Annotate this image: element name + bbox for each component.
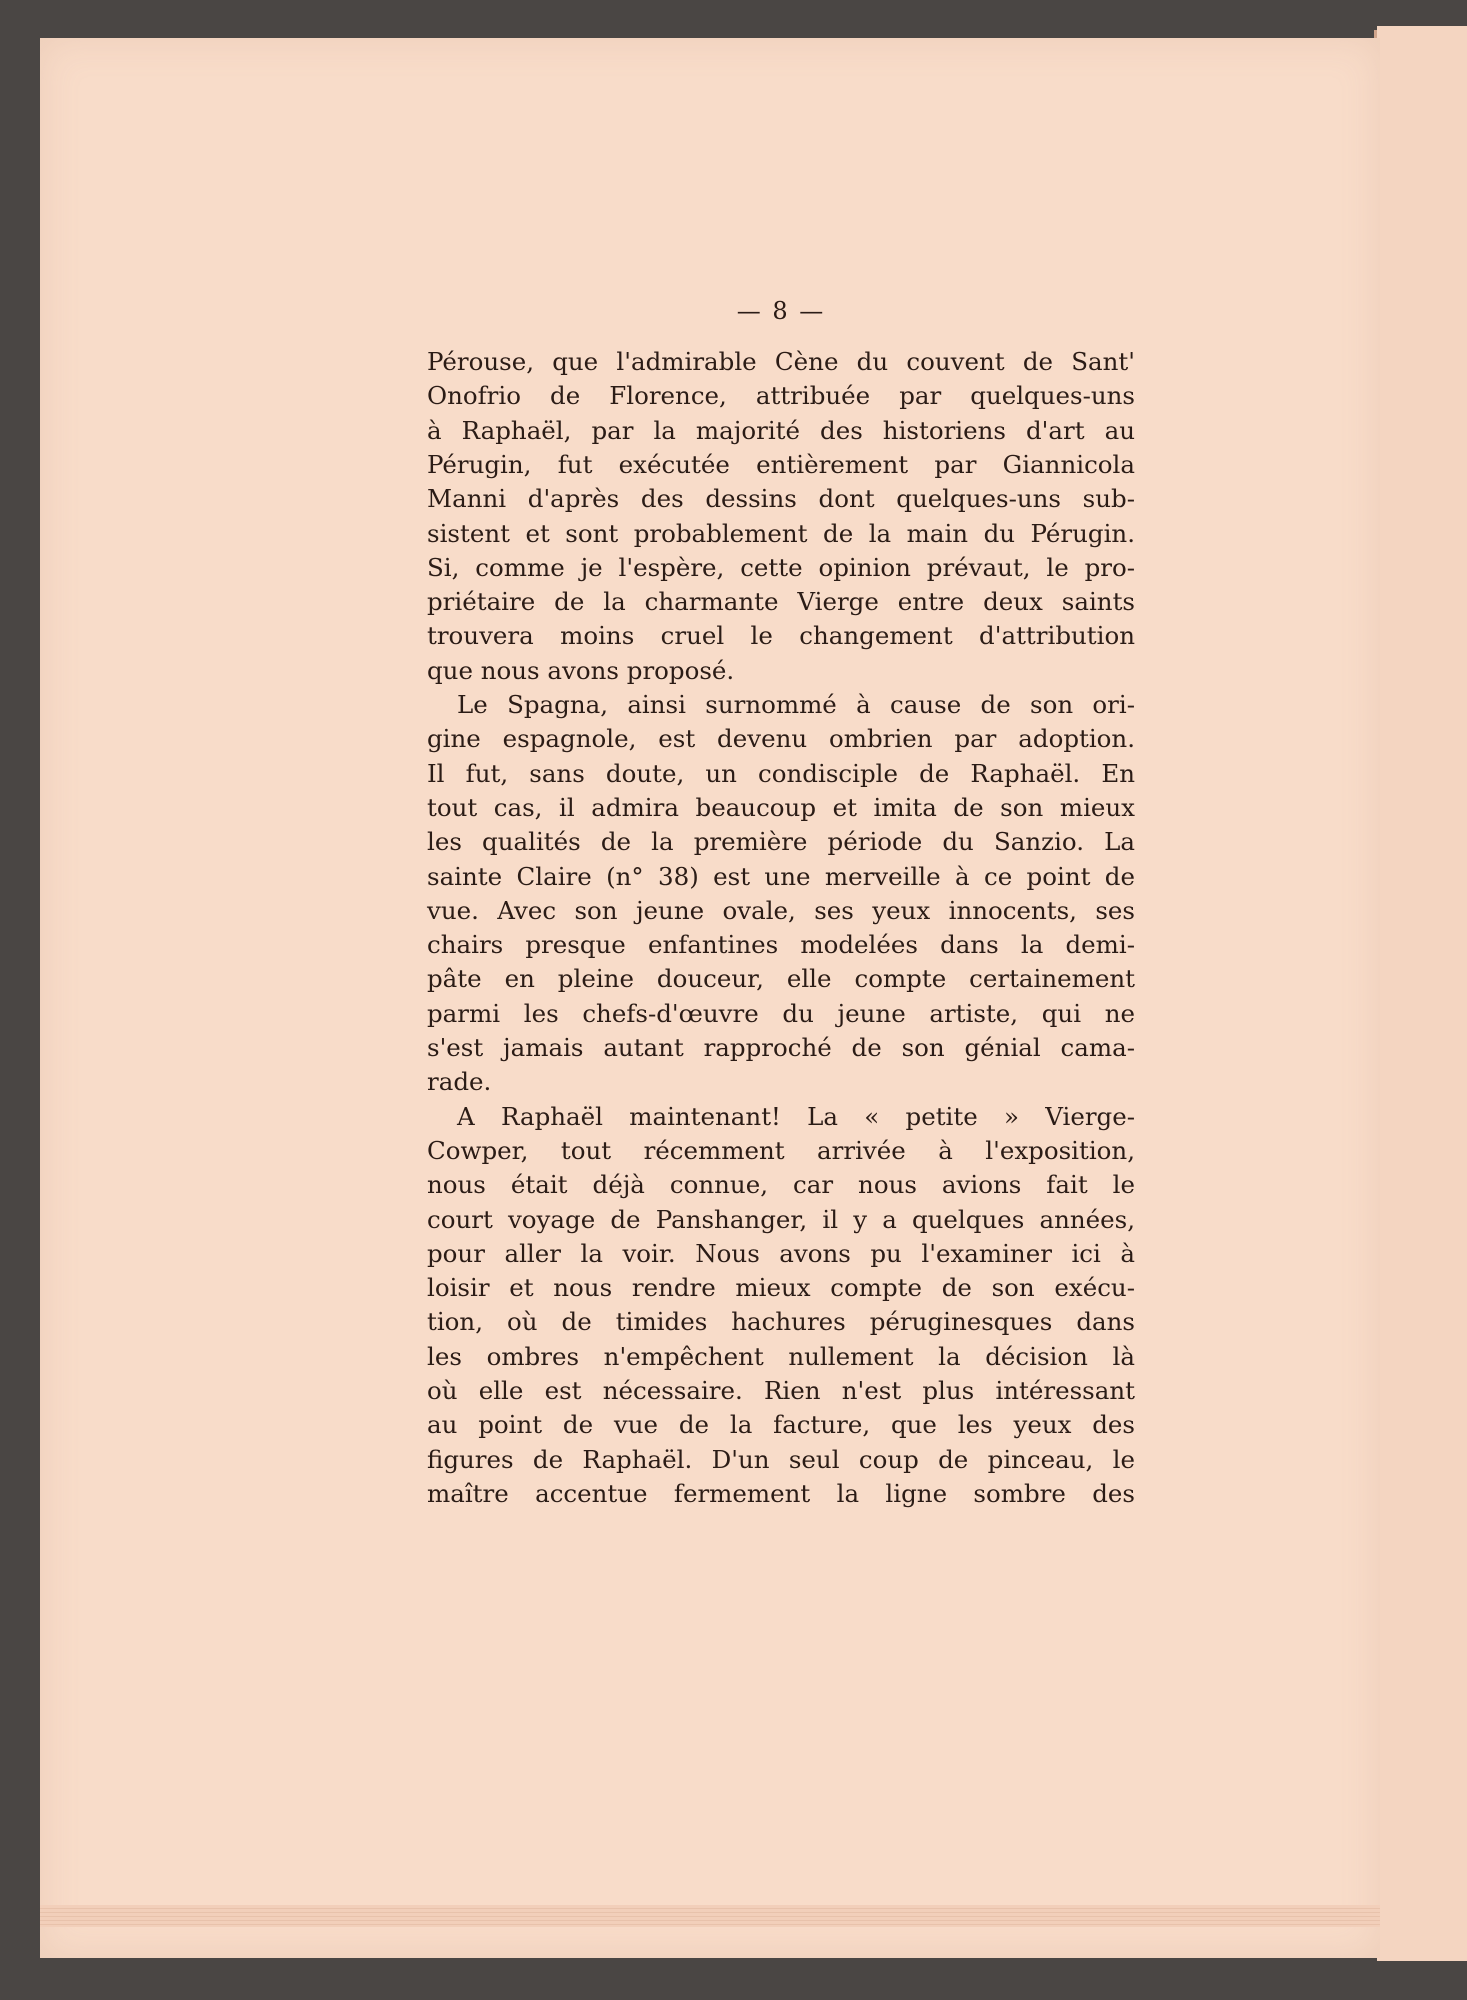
text-line: nous était déjà connue, car nous avions fait le <box>427 1170 1135 1200</box>
text-line: tion, où de timides hachures péruginesques dans <box>427 1307 1135 1337</box>
text-line: Cowper, tout récemment arrivée à l'exposition, <box>427 1135 1135 1165</box>
text-line: Le Spagna, ainsi surnommé à cause de son ori- <box>457 690 1135 719</box>
page-edge <box>40 1905 1380 1927</box>
text-line: pâte en pleine douceur, elle compte certainement <box>427 964 1135 994</box>
text-line: gine espagnole, est devenu ombrien par adoption. <box>427 724 1135 754</box>
text-line: parmi les chefs-d'œuvre du jeune artiste, qui ne <box>427 998 1135 1028</box>
text-line: sainte Claire (n° 38) est une merveille à ce point de <box>427 861 1135 891</box>
page-number: — 8 — <box>736 297 826 325</box>
text-line: où elle est nécessaire. Rien n'est plus intéressant <box>427 1376 1135 1405</box>
text-line: A Raphaël maintenant! La « petite » Vierge- <box>457 1101 1135 1131</box>
text-line: les ombres n'empêchent nullement la décision là <box>427 1341 1135 1371</box>
text-line: à Raphaël, par la majorité des historiens d'art au <box>427 415 1135 445</box>
text-line: figures de Raphaël. D'un seul coup de pinceau, le <box>427 1444 1135 1474</box>
text-line: s'est jamais autant rapproché de son génial cama- <box>427 1033 1135 1062</box>
text-line: sistent et sont probablement de la main du Pérugin. <box>427 518 1135 548</box>
text-line: trouvera moins cruel le changement d'attribution <box>427 621 1135 651</box>
text-line: pour aller la voir. Nous avons pu l'examiner ici à <box>427 1238 1135 1268</box>
text-line: Pérouse, que l'admirable Cène du couvent de Sant' <box>427 347 1135 376</box>
text-line: Il fut, sans doute, un condisciple de Raphaël. En <box>427 758 1135 788</box>
text-line: chairs presque enfantines modelées dans la demi- <box>427 930 1135 960</box>
text-line: Si, comme je l'espère, cette opinion prévaut, le pro- <box>427 552 1135 582</box>
text-line: vue. Avec son jeune ovale, ses yeux innocents, ses <box>427 895 1135 925</box>
adjacent-page <box>1377 26 1467 1961</box>
text-line: rade. <box>427 1067 492 1097</box>
text-line: loisir et nous rendre mieux compte de son exécu- <box>427 1273 1135 1303</box>
text-line: les qualités de la première période du Sanzio. La <box>427 827 1135 857</box>
text-line: maître accentue fermement la ligne sombre des <box>427 1478 1135 1508</box>
text-line: court voyage de Panshanger, il y a quelques années, <box>427 1204 1135 1234</box>
text-line: que nous avons proposé. <box>427 655 735 685</box>
text-line: Manni d'après des dessins dont quelques-uns sub- <box>427 484 1135 514</box>
text-line: Pérugin, fut exécutée entièrement par Giannicola <box>427 449 1135 479</box>
text-line: Onofrio de Florence, attribuée par quelques-uns <box>427 381 1135 411</box>
text-line: au point de vue de la facture, que les yeux des <box>427 1410 1135 1440</box>
text-line: tout cas, il admira beaucoup et imita de son mieux <box>427 792 1135 822</box>
text-line: priétaire de la charmante Vierge entre deux saints <box>427 587 1135 617</box>
